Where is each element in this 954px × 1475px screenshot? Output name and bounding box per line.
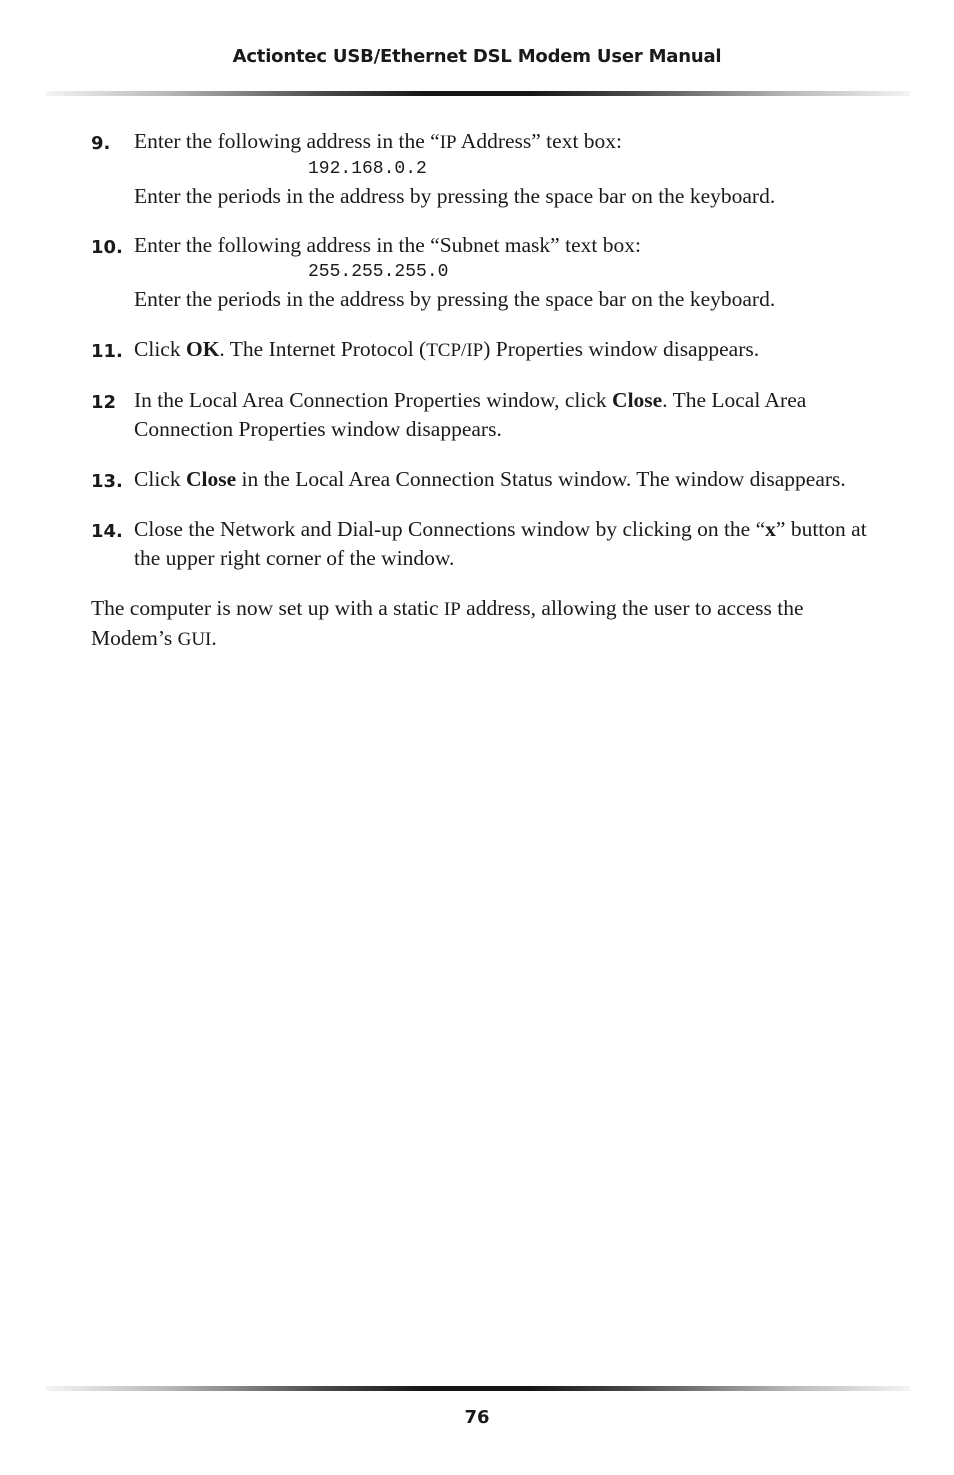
- step-text: Close the Network and Dial-up Connections window by clicking on the “x” button at the upper right corner of the window.: [134, 517, 867, 570]
- close-label: Close: [185, 467, 237, 491]
- step-12: [91, 386, 871, 444]
- step-text: Click Close in the Local Area Connection Status window. The window disappears.: [134, 467, 846, 491]
- step-number: 13.: [91, 471, 123, 492]
- step-9: [91, 127, 871, 211]
- step-number: 9.: [91, 133, 111, 154]
- ok-label: OK: [185, 337, 220, 361]
- subnet-mask-value: 255.255.255.0: [308, 262, 449, 282]
- step-text: Enter the following address in the “IP Address” text box:: [134, 129, 623, 153]
- step-text: In the Local Area Connection Properties window, click Close. The Local Area Connection Properties window disappears.: [134, 388, 807, 441]
- step-number: 14.: [91, 521, 123, 542]
- step-13: [91, 465, 871, 494]
- closing-paragraph: The computer is now set up with a static IP address, allowing the user to access the Modem’s GUI.: [91, 596, 804, 650]
- header-rule: [46, 91, 910, 96]
- page-content: [91, 127, 871, 654]
- step-number: 11.: [91, 341, 123, 362]
- step-10: [91, 231, 871, 314]
- x-label: x: [765, 517, 776, 541]
- step-text: Enter the following address in the “Subnet mask” text box:: [134, 233, 641, 257]
- step-note: Enter the periods in the address by pressing the space bar on the keyboard.: [134, 184, 776, 208]
- step-number: 10.: [91, 237, 123, 258]
- ip-address-value: 192.168.0.2: [308, 159, 427, 179]
- step-11: [91, 335, 871, 365]
- close-label: Close: [612, 388, 663, 412]
- footer-rule: [46, 1386, 910, 1391]
- step-note: Enter the periods in the address by pressing the space bar on the keyboard.: [134, 287, 776, 311]
- step-text: Click OK. The Internet Protocol (TCP/IP) Properties window disappears.: [134, 337, 760, 361]
- page-number: 76: [464, 1407, 490, 1428]
- header-title: Actiontec USB/Ethernet DSL Modem User Manual: [232, 46, 722, 67]
- step-14: [91, 515, 871, 573]
- step-number: 12: [91, 392, 117, 413]
